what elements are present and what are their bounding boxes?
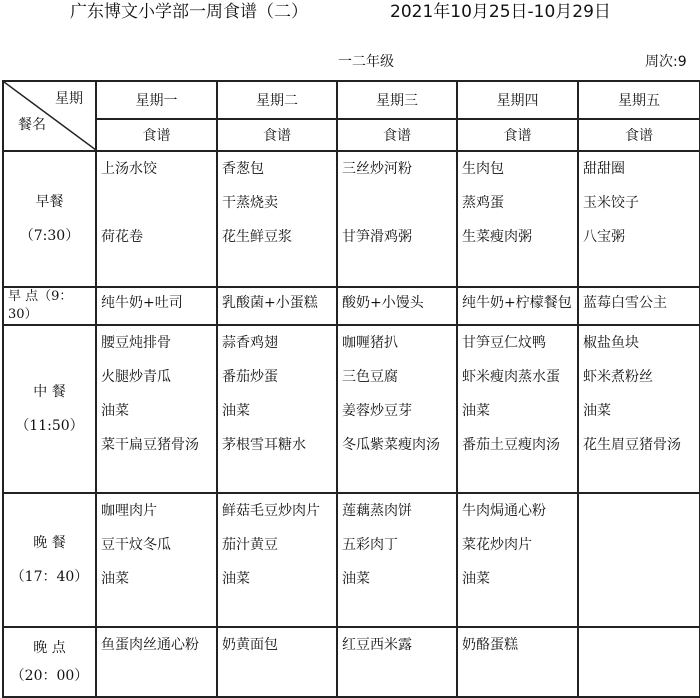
menu-cell — [217, 493, 337, 627]
day-header-mon: 星期一 — [96, 81, 217, 119]
menu-cell-empty — [578, 627, 700, 697]
day-header-thu: 星期四 — [457, 81, 578, 119]
menu-cell — [96, 325, 217, 493]
dish-item: 椒盐鱼块 — [583, 335, 639, 351]
dish-item: 八宝粥 — [583, 229, 625, 245]
menu-cell — [337, 493, 457, 627]
sub-header-tue: 食谱 — [217, 119, 337, 151]
menu-cell — [217, 627, 337, 697]
dish-item: 鲜菇毛豆炒肉片 — [222, 503, 320, 519]
date-range: 2021年10月25日-10月29日 — [390, 2, 611, 22]
meal-row-lunch — [3, 325, 700, 493]
dish-item: 油菜 — [222, 403, 250, 419]
dish-item: 上汤水饺 — [101, 161, 157, 177]
meal-row-breakfast — [3, 151, 700, 287]
dish-item: 花生眉豆猪骨汤 — [583, 437, 681, 453]
menu-cell — [217, 151, 337, 287]
meal-name-cell — [3, 287, 96, 325]
menu-cell — [96, 151, 217, 287]
meal-name: 晚 餐 — [33, 535, 66, 551]
meal-name-cell — [3, 493, 96, 627]
dish-item: 茄汁黄豆 — [222, 537, 278, 553]
dish-item: 玉米饺子 — [583, 195, 639, 211]
dish-item: 油菜 — [462, 403, 490, 419]
dish-item: 油菜 — [342, 571, 370, 587]
dish-item: 纯牛奶+吐司 — [101, 295, 183, 311]
dish-item: 蓝莓白雪公主 — [583, 295, 667, 311]
dish-item: 蒸鸡蛋 — [462, 195, 504, 211]
dish-item: 莲藕蒸肉饼 — [342, 503, 412, 519]
dish-item: 咖喱猪扒 — [342, 335, 398, 351]
dish-item: 油菜 — [101, 571, 129, 587]
menu-cell — [217, 287, 337, 325]
menu-cell-empty — [578, 493, 700, 627]
dish-item: 乳酸菌+小蛋糕 — [222, 295, 318, 311]
dish-item: 五彩肉丁 — [342, 537, 398, 553]
dish-item: 姜蓉炒豆芽 — [342, 403, 412, 419]
dish-item: 红豆西米露 — [342, 637, 412, 653]
dish-item: 虾米瘦肉蒸水蛋 — [462, 369, 560, 385]
dish-item: 菜干扁豆猪骨汤 — [101, 437, 199, 453]
dish-item: 火腿炒青瓜 — [101, 369, 171, 385]
day-header-tue: 星期二 — [217, 81, 337, 119]
week-number: 周次:9 — [645, 54, 687, 70]
dish-item: 油菜 — [583, 403, 611, 419]
meal-row-evening-snack — [3, 627, 700, 697]
meal-time: （7:30） — [19, 228, 80, 244]
page-title — [70, 0, 690, 26]
dish-item: 牛肉焗通心粉 — [462, 503, 546, 519]
meal-name-cell — [3, 627, 96, 697]
meal-row-morning-snack — [3, 287, 700, 325]
grade-label: 一二年级 — [338, 54, 394, 70]
dish-item — [342, 192, 456, 226]
menu-title: 广东博文小学部一周食谱（二） — [70, 2, 308, 22]
meal-time: （17：40） — [10, 569, 89, 585]
dish-item: 番茄土豆瘦肉汤 — [462, 437, 560, 453]
dish-item: 甜甜圈 — [583, 161, 625, 177]
menu-cell — [337, 151, 457, 287]
meal-name-cell — [3, 151, 96, 287]
menu-cell — [578, 287, 700, 325]
menu-cell — [337, 287, 457, 325]
menu-cell — [457, 493, 578, 627]
meal-name: 早 点（9：30） — [8, 289, 73, 322]
dish-item: 鱼蛋肉丝通心粉 — [101, 637, 199, 653]
meal-name: 早餐 — [35, 194, 64, 210]
sub-header-wed: 食谱 — [337, 119, 457, 151]
dish-item: 酸奶+小馒头 — [342, 295, 424, 311]
menu-cell — [457, 151, 578, 287]
menu-cell — [457, 287, 578, 325]
menu-cell — [457, 627, 578, 697]
dish-item: 荷花卷 — [101, 229, 143, 245]
menu-cell — [96, 493, 217, 627]
dish-item: 油菜 — [101, 403, 129, 419]
sub-header-fri: 食谱 — [578, 119, 700, 151]
dish-item: 甘笋豆仁炆鸭 — [462, 335, 546, 351]
day-header-fri: 星期五 — [578, 81, 700, 119]
dish-item: 奶酪蛋糕 — [462, 637, 518, 653]
dish-item: 生肉包 — [462, 161, 504, 177]
meal-time: （11:50） — [15, 418, 84, 434]
dish-item: 茅根雪耳糖水 — [222, 437, 306, 453]
meal-row-dinner — [3, 493, 700, 627]
dish-item — [101, 192, 216, 226]
dish-item: 豆干炆冬瓜 — [101, 537, 171, 553]
dish-item: 油菜 — [462, 571, 490, 587]
menu-cell — [457, 325, 578, 493]
corner-weekday-label: 星期 — [55, 91, 83, 107]
menu-cell — [217, 325, 337, 493]
dish-item: 咖哩肉片 — [101, 503, 157, 519]
dish-item: 腰豆炖排骨 — [101, 335, 171, 351]
dish-item: 奶黄面包 — [222, 637, 278, 653]
dish-item: 虾米煮粉丝 — [583, 369, 653, 385]
sub-header-mon: 食谱 — [96, 119, 217, 151]
meal-name: 晚 点 — [33, 640, 66, 656]
dish-item: 纯牛奶+柠檬餐包 — [462, 295, 572, 311]
dish-item: 干蒸烧卖 — [222, 195, 278, 211]
sub-header-thu: 食谱 — [457, 119, 578, 151]
day-header-wed: 星期三 — [337, 81, 457, 119]
corner-header-cell — [3, 81, 96, 151]
dish-item: 三丝炒河粉 — [342, 161, 412, 177]
dish-item: 冬瓜紫菜瘦肉汤 — [342, 437, 440, 453]
menu-cell — [337, 325, 457, 493]
dish-item: 花生鲜豆浆 — [222, 229, 292, 245]
dish-item: 三色豆腐 — [342, 369, 398, 385]
dish-item: 菜花炒肉片 — [462, 537, 532, 553]
weekly-menu-table — [2, 80, 700, 698]
menu-cell — [578, 325, 700, 493]
menu-cell — [578, 151, 700, 287]
menu-cell — [96, 627, 217, 697]
menu-cell — [96, 287, 217, 325]
corner-meal-label: 餐名 — [18, 117, 46, 133]
meal-name: 中 餐 — [33, 384, 66, 400]
menu-cell — [337, 627, 457, 697]
dish-item: 甘笋滑鸡粥 — [342, 229, 412, 245]
dish-item: 油菜 — [222, 571, 250, 587]
dish-item: 蒜香鸡翅 — [222, 335, 278, 351]
dish-item: 番茄炒蛋 — [222, 369, 278, 385]
meal-time: （20：00） — [10, 668, 89, 684]
meal-name-cell — [3, 325, 96, 493]
dish-item: 香葱包 — [222, 161, 264, 177]
dish-item: 生菜瘦肉粥 — [462, 229, 532, 245]
